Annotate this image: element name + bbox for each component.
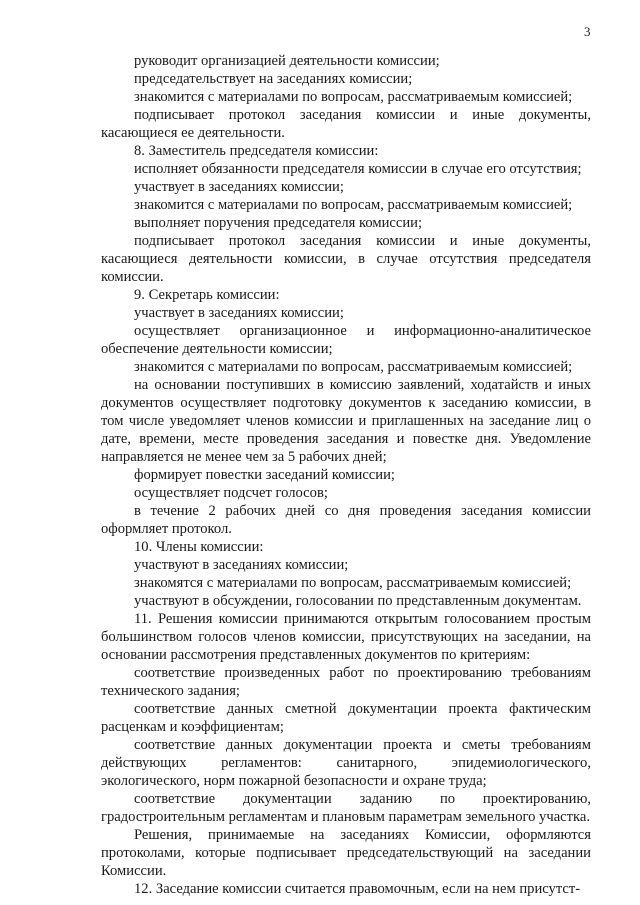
- paragraph: знакомится с материалами по вопросам, рассматриваемым комиссией;: [134, 359, 573, 375]
- paragraph: 9. Секретарь комиссии:: [134, 287, 280, 303]
- paragraph: 8. Заместитель председателя комиссии:: [134, 143, 379, 159]
- paragraph: формирует повестки заседаний комиссии;: [134, 467, 395, 483]
- paragraph: 12. Заседание комиссии считается правомочным, если на нем присутст-: [134, 881, 581, 897]
- paragraph: выполняет поручения председателя комиссии;: [134, 215, 423, 231]
- paragraph: Решения, принимаемые на заседаниях Комиссии, оформляются протоколами, которые подписывает председательствующий на заседании Комиссии.: [101, 827, 591, 879]
- paragraph: участвует в заседаниях комиссии;: [134, 305, 344, 321]
- paragraph: руководит организацией деятельности комиссии;: [134, 53, 440, 69]
- paragraph: осуществляет подсчет голосов;: [134, 485, 328, 501]
- paragraph: 10. Члены комиссии:: [134, 539, 264, 555]
- paragraph: знакомится с материалами по вопросам, рассматриваемым комиссией;: [134, 89, 573, 105]
- paragraph: участвуют в обсуждении, голосовании по представленным документам.: [134, 593, 582, 609]
- paragraph: исполняет обязанности председателя комиссии в случае его отсутствия;: [134, 161, 582, 177]
- paragraph: знакомится с материалами по вопросам, рассматриваемым комиссией;: [134, 197, 573, 213]
- paragraph: знакомятся с материалами по вопросам, рассматриваемым комиссией;: [134, 575, 572, 591]
- paragraph: участвуют в заседаниях комиссии;: [134, 557, 349, 573]
- paragraph: соответствие произведенных работ по проектированию требованиям технического задания;: [101, 665, 591, 699]
- paragraph: осуществляет организационное и информационно-аналитическое обеспечение деятельности комиссии;: [101, 323, 591, 357]
- paragraph: соответствие данных сметной документации проекта фактическим расценкам и коэффициентам;: [101, 701, 591, 735]
- paragraph: в течение 2 рабочих дней со дня проведения заседания комиссии оформляет протокол.: [101, 503, 591, 537]
- paragraph: соответствие документации заданию по проектированию, градостроительным регламентам и плановым параметрам земельного участка.: [101, 791, 591, 825]
- paragraph: 11. Решения комиссии принимаются открытым голосованием простым большинством голосов членов комиссии, присутствующих на заседании, на основании рассмотрения представленных документов по критериям:: [101, 611, 591, 663]
- paragraph: подписывает протокол заседания комиссии и иные документы, касающиеся деятельности комиссии, в случае отсутствия председателя комиссии.: [101, 233, 591, 285]
- document-body: [101, 52, 591, 898]
- page-number: 3: [584, 24, 591, 39]
- paragraph: участвует в заседаниях комиссии;: [134, 179, 344, 195]
- paragraph: на основании поступивших в комиссию заявлений, ходатайств и иных документов осуществляет подготовку документов к заседанию комиссии, в том числе уведомляет членов комиссии и приглашенных на заседание лиц о дате, времени, месте проведения заседания и повестке дня. Уведомление направляется не менее чем за 5 рабочих дней;: [101, 377, 591, 465]
- paragraph: председательствует на заседаниях комиссии;: [134, 71, 413, 87]
- paragraph: подписывает протокол заседания комиссии и иные документы, касающиеся ее деятельности.: [101, 107, 591, 141]
- paragraph: соответствие данных документации проекта и сметы требованиям действующих регламентов: санитарного, эпидемиологического, экологического, норм пожарной безопасности и охране труда;: [101, 737, 591, 789]
